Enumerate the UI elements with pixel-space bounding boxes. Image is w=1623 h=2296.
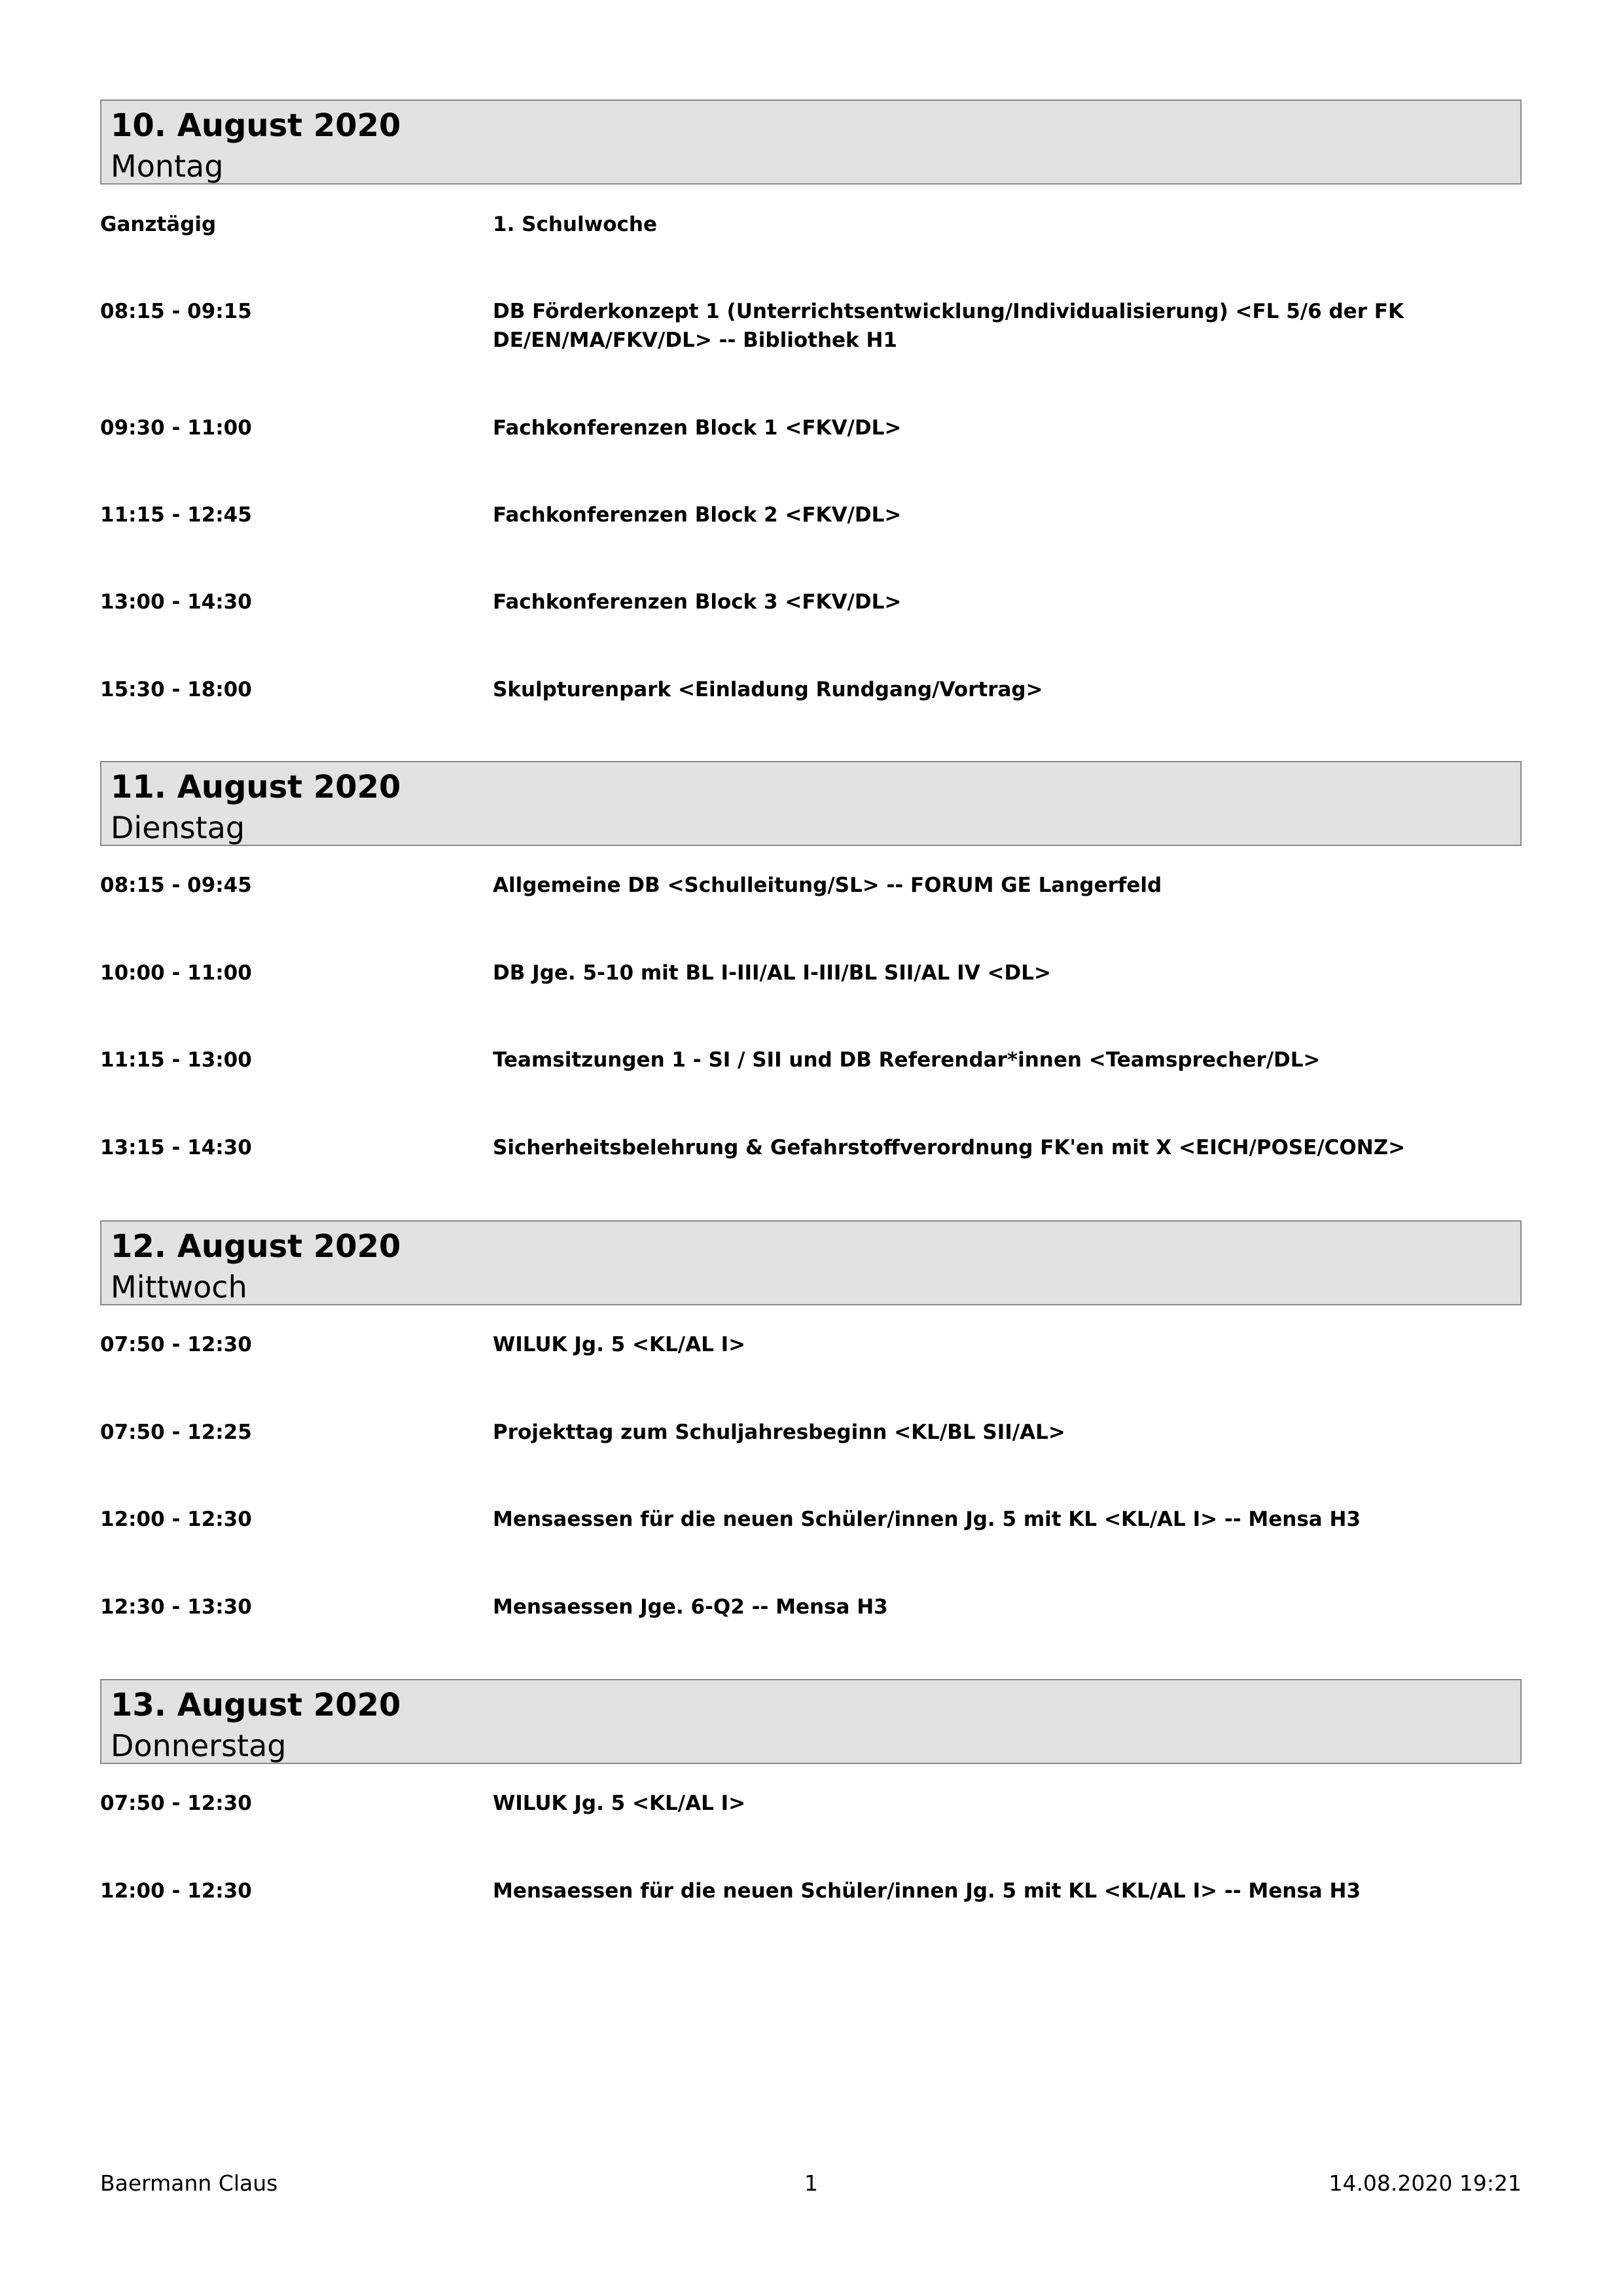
event-time: 08:15 - 09:15 (100, 300, 252, 323)
day-weekday: Dienstag (111, 810, 245, 845)
event-title: Fachkonferenzen Block 1 <FKV/DL> (493, 416, 902, 440)
event-time: 11:15 - 13:00 (100, 1048, 252, 1072)
day-weekday: Donnerstag (111, 1728, 287, 1763)
event-time: 13:00 - 14:30 (100, 590, 252, 614)
event-title: Teamsitzungen 1 - SI / SII und DB Referendar*innen <Teamsprecher/DL> (493, 1048, 1321, 1072)
event-time: Ganztägig (100, 213, 217, 236)
event-time: 12:00 - 12:30 (100, 1508, 252, 1531)
event-time: 09:30 - 11:00 (100, 416, 252, 440)
event-time: 07:50 - 12:30 (100, 1333, 252, 1356)
day-header (100, 1220, 1522, 1305)
day-date: 10. August 2020 (111, 107, 401, 144)
day-weekday: Mittwoch (111, 1269, 247, 1305)
day-weekday: Montag (111, 149, 224, 184)
event-title: Mensaessen für die neuen Schüler/innen Jg. 5 mit KL <KL/AL I> -- Mensa H3 (493, 1508, 1361, 1531)
event-title: DB Jge. 5-10 mit BL I-III/AL I-III/BL SII/AL IV <DL> (493, 961, 1051, 985)
day-header (100, 1679, 1522, 1764)
event-title: WILUK Jg. 5 <KL/AL I> (493, 1792, 746, 1815)
event-title: Fachkonferenzen Block 2 <FKV/DL> (493, 503, 902, 527)
event-title: Mensaessen für die neuen Schüler/innen Jg. 5 mit KL <KL/AL I> -- Mensa H3 (493, 1879, 1361, 1903)
event-time: 07:50 - 12:30 (100, 1792, 252, 1815)
event-title: Fachkonferenzen Block 3 <FKV/DL> (493, 590, 902, 614)
event-time: 07:50 - 12:25 (100, 1421, 252, 1444)
event-time: 10:00 - 11:00 (100, 961, 252, 985)
event-title: Projekttag zum Schuljahresbeginn <KL/BL SII/AL> (493, 1421, 1065, 1444)
event-title: Allgemeine DB <Schulleitung/SL> -- FORUM GE Langerfeld (493, 874, 1162, 897)
event-title: Mensaessen Jge. 6-Q2 -- Mensa H3 (493, 1595, 888, 1619)
event-title: Sicherheitsbelehrung & Gefahrstoffverordnung FK'en mit X <EICH/POSE/CONZ> (493, 1136, 1406, 1159)
event-title: 1. Schulwoche (493, 213, 658, 236)
day-header (100, 99, 1522, 185)
footer-timestamp: 14.08.2020 19:21 (1329, 2170, 1522, 2196)
day-date: 11. August 2020 (111, 769, 401, 805)
event-title: DB Förderkonzept 1 (Unterrichtsentwicklung/Individualisierung) <FL 5/6 der FK DE/EN/MA/FKV/DL> -- Bibliothek H1 (493, 300, 1404, 352)
event-time: 12:30 - 13:30 (100, 1595, 252, 1619)
event-time: 12:00 - 12:30 (100, 1879, 252, 1903)
event-time: 08:15 - 09:45 (100, 874, 252, 897)
event-time: 15:30 - 18:00 (100, 678, 252, 701)
footer-page-number: 1 (804, 2170, 818, 2196)
event-time: 13:15 - 14:30 (100, 1136, 252, 1159)
footer-author: Baermann Claus (100, 2170, 278, 2196)
event-title: WILUK Jg. 5 <KL/AL I> (493, 1333, 746, 1356)
event-title: Skulpturenpark <Einladung Rundgang/Vortrag> (493, 678, 1043, 701)
day-header (100, 761, 1522, 846)
day-date: 12. August 2020 (111, 1228, 401, 1265)
day-date: 13. August 2020 (111, 1687, 401, 1723)
event-time: 11:15 - 12:45 (100, 503, 252, 527)
